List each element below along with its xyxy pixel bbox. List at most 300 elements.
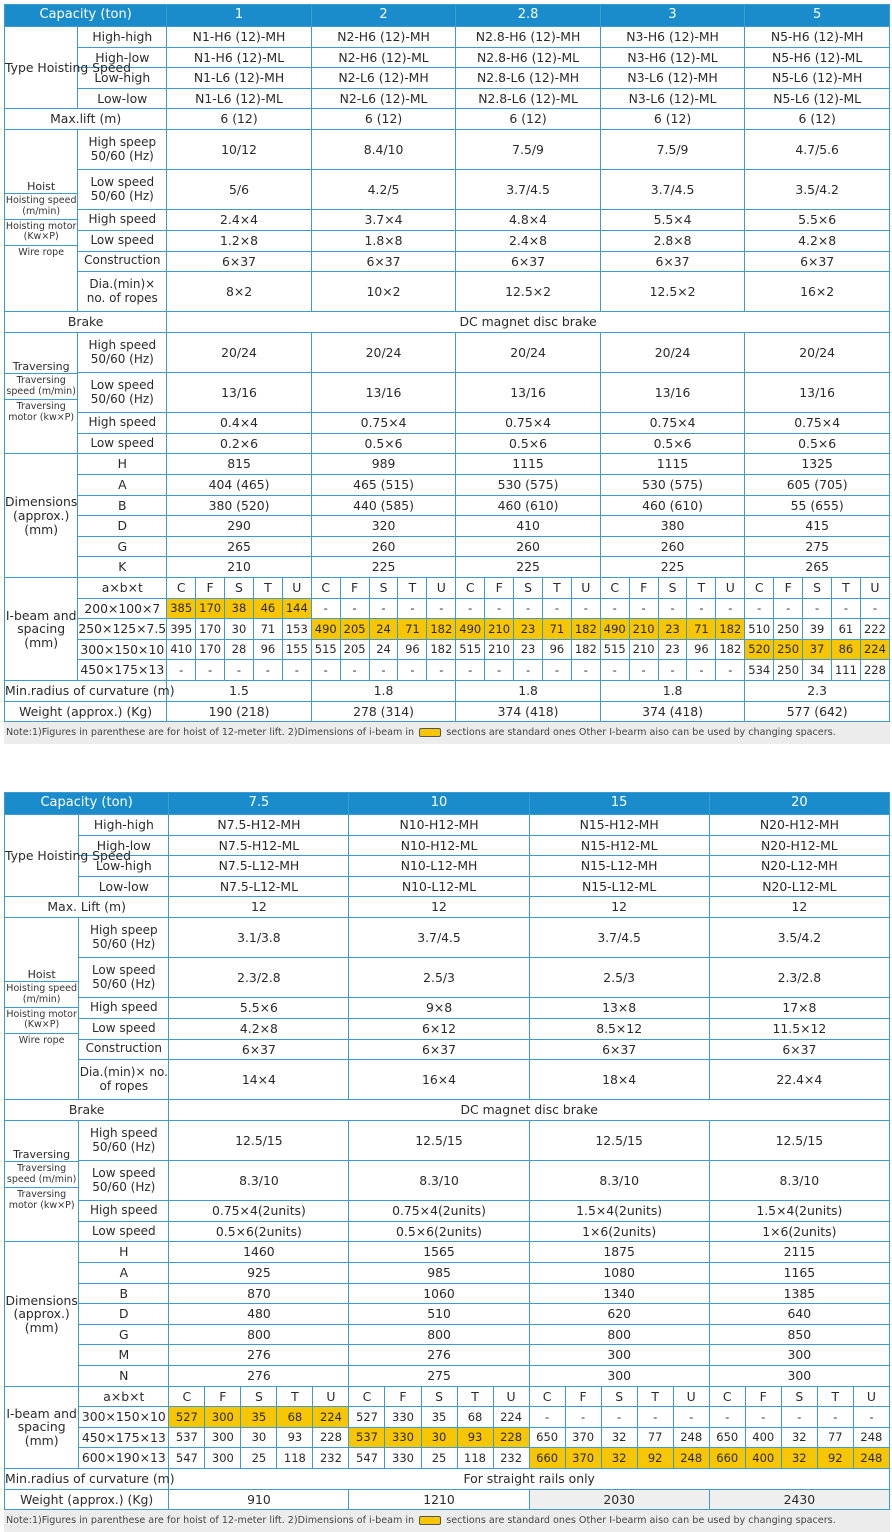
spec-value: 7.5/9 [456, 129, 601, 169]
spec-value: 6×37 [349, 1039, 529, 1060]
ibeam-value: - [781, 1407, 817, 1428]
label-cell [78, 230, 167, 251]
ibeam-col-header: F [485, 578, 514, 599]
ibeam-value: 35 [421, 1407, 457, 1428]
ibeam-value: 537 [169, 1427, 205, 1448]
ibeam-row [5, 660, 890, 681]
dimension-value: 800 [529, 1324, 709, 1345]
type-speed-label: High-low [78, 47, 167, 68]
section-title: Traversing [13, 1148, 71, 1162]
ibeam-value: - [514, 598, 543, 619]
ibeam-value: - [571, 660, 600, 681]
spec-value: 9×8 [349, 998, 529, 1019]
model-code: N5-L6 (12)-MH [745, 68, 890, 89]
ibeam-col-header: T [831, 578, 860, 599]
ibeam-col-header: T [277, 1386, 313, 1407]
ibeam-value: - [637, 1407, 673, 1428]
dimension-value: 265 [167, 536, 312, 557]
dimension-value: 225 [456, 557, 601, 578]
ibeam-value: - [542, 598, 571, 619]
min-radius-value: 1.8 [456, 681, 601, 702]
dimension-value: 640 [709, 1304, 889, 1325]
ibeam-value: 23 [514, 619, 543, 640]
spec-value: 0.5×6(2units) [169, 1221, 349, 1242]
spec-value: 8.3/10 [529, 1161, 709, 1201]
traversing-tm_high-row [5, 413, 890, 434]
ibeam-col-header: C [311, 578, 340, 599]
ibeam-value: - [658, 598, 687, 619]
max-lift-value: 12 [529, 897, 709, 918]
spec-table-2 [4, 792, 890, 1510]
max-lift-value: 6 (12) [600, 109, 745, 130]
dimension-value: 265 [745, 557, 890, 578]
dimension-value: 300 [529, 1366, 709, 1387]
sub-label: Dia.(min)× no. of ropes [86, 276, 158, 305]
ibeam-value: - [860, 598, 889, 619]
ibeam-value: 71 [687, 619, 716, 640]
ibeam-value: 515 [311, 639, 340, 660]
spec-value: 1×6(2units) [529, 1221, 709, 1242]
ibeam-row [5, 1427, 890, 1448]
spec-value: 0.75×4 [311, 413, 456, 434]
type-row [5, 835, 890, 856]
ibeam-value: 96 [253, 639, 282, 660]
dimension-key: B [79, 1283, 169, 1304]
ibeam-value: 232 [313, 1448, 349, 1469]
ibeam-value: 228 [313, 1427, 349, 1448]
ibeam-row [5, 1448, 890, 1469]
model-code: N7.5-L12-ML [169, 876, 349, 897]
spec-value: 6×37 [167, 251, 312, 272]
ibeam-col-header: T [637, 1386, 673, 1407]
ibeam-value: - [600, 660, 629, 681]
model-code: N10-L12-ML [349, 876, 529, 897]
ibeam-col-header: S [514, 578, 543, 599]
group-label: Hoisting speed (m/min) [5, 981, 78, 1007]
ibeam-axbxt-label: a×b×t [79, 1386, 169, 1407]
ibeam-col-header: U [493, 1386, 529, 1407]
note-suffix: sections are standard ones Other I-bearm aiso can be used by changing spacers. [446, 727, 836, 739]
model-code: N5-L6 (12)-ML [745, 88, 890, 109]
spec-value: 2.5/3 [349, 958, 529, 998]
model-code: N2.8-L6 (12)-ML [456, 88, 601, 109]
spec-value: 0.5×6 [456, 433, 601, 454]
spec-value: 11.5×12 [709, 1018, 889, 1039]
group-label: Hoisting motor (Kw×P) [5, 1007, 78, 1033]
type-label: Type Hoisting Speed [5, 27, 78, 109]
min-radius-label: Min.radius of curvature (m) [5, 681, 167, 702]
ibeam-col-header: C [456, 578, 485, 599]
spec-value: 10×2 [311, 272, 456, 312]
ibeam-value: 650 [529, 1427, 565, 1448]
weight-row [5, 1489, 890, 1510]
ibeam-value: - [716, 598, 745, 619]
ibeam-col-header: T [687, 578, 716, 599]
dimension-value: 260 [311, 536, 456, 557]
min-radius-value: 1.5 [167, 681, 312, 702]
spec-value: 20/24 [745, 332, 890, 372]
spec-value: 13/16 [167, 373, 312, 413]
spec-value: 2.4×4 [167, 210, 312, 231]
ibeam-col-header: U [282, 578, 311, 599]
ibeam-value: 170 [196, 598, 225, 619]
model-code: N10-L12-MH [349, 856, 529, 877]
dimension-row [5, 1366, 890, 1387]
type-row [5, 856, 890, 877]
min-radius-value: 1.8 [600, 681, 745, 702]
dimension-value: 620 [529, 1304, 709, 1325]
max-lift-value: 6 (12) [456, 109, 601, 130]
ibeam-col-header: S [803, 578, 832, 599]
spec-value: 6×37 [311, 251, 456, 272]
ibeam-value: 30 [225, 619, 254, 640]
ibeam-value: 86 [831, 639, 860, 660]
ibeam-col-header: F [385, 1386, 421, 1407]
ibeam-value: - [709, 1407, 745, 1428]
spec-value: 12.5×2 [456, 272, 601, 312]
dimension-row [5, 1324, 890, 1345]
model-code: N1-H6 (12)-MH [167, 27, 312, 48]
dimension-value: 985 [349, 1263, 529, 1284]
ibeam-value: 96 [398, 639, 427, 660]
ibeam-value: 527 [349, 1407, 385, 1428]
sub-label: Low speed [90, 232, 155, 247]
dimension-row [5, 475, 890, 496]
dimension-key: A [79, 1263, 169, 1284]
spec-value: 8.3/10 [169, 1161, 349, 1201]
dimension-value: 1875 [529, 1242, 709, 1263]
dimension-value: 440 (585) [311, 495, 456, 516]
dimension-value: 275 [349, 1366, 529, 1387]
spec-value: 4.2×8 [745, 230, 890, 251]
model-code: N3-L6 (12)-ML [600, 88, 745, 109]
ibeam-value: 410 [167, 639, 196, 660]
ibeam-value: 248 [853, 1448, 889, 1469]
hoist-hs_low-row [5, 170, 890, 210]
ibeam-value: 210 [485, 619, 514, 640]
ibeam-col-header: U [860, 578, 889, 599]
dimension-value: 1325 [745, 454, 890, 475]
dimension-row [5, 1263, 890, 1284]
traversing-label [5, 1120, 79, 1242]
ibeam-value: 515 [456, 639, 485, 660]
ibeam-value: 248 [853, 1427, 889, 1448]
ibeam-value: - [716, 660, 745, 681]
sub-label: Low speed [91, 1020, 156, 1035]
model-code: N2.8-L6 (12)-MH [456, 68, 601, 89]
ibeam-value: - [456, 660, 485, 681]
ibeam-value: 96 [542, 639, 571, 660]
ibeam-value: 32 [601, 1427, 637, 1448]
dimension-value: 300 [529, 1345, 709, 1366]
ibeam-value: 182 [716, 639, 745, 660]
dimension-value: 460 (610) [600, 495, 745, 516]
ibeam-value: - [745, 1407, 781, 1428]
hoist-hm_high-row [5, 998, 890, 1019]
spec-value: 4.8×4 [456, 210, 601, 231]
ibeam-value: 182 [571, 639, 600, 660]
spec-value: 13/16 [745, 373, 890, 413]
dimension-row [5, 536, 890, 557]
label-cell [79, 1161, 169, 1201]
ibeam-value: - [456, 598, 485, 619]
spec-value: 5.5×4 [600, 210, 745, 231]
spec-value: 1×6(2units) [709, 1221, 889, 1242]
ibeam-value: 250 [774, 639, 803, 660]
spec-value: 12.5/15 [349, 1120, 529, 1160]
ibeam-value: 370 [565, 1448, 601, 1469]
model-code: N20-L12-MH [709, 856, 889, 877]
type-speed-label: Low-high [78, 68, 167, 89]
max-lift-value: 12 [709, 897, 889, 918]
label-cell [78, 332, 167, 372]
traversing-ts_high-row [5, 1120, 890, 1160]
spec-value: 2.3/2.8 [709, 958, 889, 998]
ibeam-row [5, 619, 890, 640]
label-cell [79, 1060, 169, 1100]
ibeam-value: - [542, 660, 571, 681]
ibeam-value: 25 [421, 1448, 457, 1469]
max-lift-label: Max.lift (m) [5, 109, 167, 130]
sub-label: Low speed 50/60 (Hz) [91, 1165, 156, 1194]
ibeam-value: 61 [831, 619, 860, 640]
capacity-label: Capacity (ton) [5, 793, 169, 815]
ibeam-value: 182 [716, 619, 745, 640]
ibeam-col-header: U [673, 1386, 709, 1407]
model-code: N20-L12-ML [709, 876, 889, 897]
dimension-value: 380 [600, 516, 745, 537]
ibeam-value: 30 [421, 1427, 457, 1448]
label-cell [79, 1018, 169, 1039]
ibeam-value: 118 [457, 1448, 493, 1469]
ibeam-col-header: U [571, 578, 600, 599]
dimension-value: 460 (610) [456, 495, 601, 516]
weight-value: 1210 [349, 1489, 529, 1510]
ibeam-col-header: C [167, 578, 196, 599]
ibeam-value: 68 [277, 1407, 313, 1428]
ibeam-value: - [514, 660, 543, 681]
ibeam-value: - [529, 1407, 565, 1428]
model-code: N1-L6 (12)-MH [167, 68, 312, 89]
ibeam-size: 600×190×13 [79, 1448, 169, 1469]
dimension-value: 1165 [709, 1263, 889, 1284]
ibeam-value: - [774, 598, 803, 619]
sub-label: Low speed 50/60 (Hz) [90, 377, 155, 406]
ibeam-size: 300×150×10 [78, 639, 167, 660]
ibeam-row [5, 1407, 890, 1428]
spec-value: 0.5×6 [745, 433, 890, 454]
ibeam-value: 111 [831, 660, 860, 681]
spec-value: 14×4 [169, 1060, 349, 1100]
ibeam-value: - [427, 660, 456, 681]
sub-label: Construction [84, 253, 161, 268]
dimension-value: 870 [169, 1283, 349, 1304]
weight-value: 2430 [709, 1489, 889, 1510]
spec-value: 0.75×4 [745, 413, 890, 434]
group-label: Traversing speed (m/min) [5, 1161, 78, 1187]
ibeam-value: 68 [457, 1407, 493, 1428]
ibeam-value: 25 [241, 1448, 277, 1469]
spec-value: 16×2 [745, 272, 890, 312]
type-speed-label: High-low [79, 835, 169, 856]
model-code: N2-H6 (12)-ML [311, 47, 456, 68]
model-code: N3-L6 (12)-MH [600, 68, 745, 89]
spec-value: 4.2/5 [311, 170, 456, 210]
ibeam-value: - [601, 1407, 637, 1428]
model-code: N20-H12-MH [709, 815, 889, 836]
dimension-value: 800 [169, 1324, 349, 1345]
ibeam-value: 510 [745, 619, 774, 640]
ibeam-value: 547 [349, 1448, 385, 1469]
dimensions-label: Dimensions (approx.)(mm) [5, 1242, 79, 1386]
dimension-value: 989 [311, 454, 456, 475]
ibeam-value: 547 [169, 1448, 205, 1469]
model-code: N2-L6 (12)-ML [311, 88, 456, 109]
capacity-value: 2.8 [456, 5, 601, 27]
min-radius-value: 2.3 [745, 681, 890, 702]
label-cell [79, 917, 169, 957]
dimension-value: 415 [745, 516, 890, 537]
dimension-value: 210 [167, 557, 312, 578]
ibeam-value: 330 [385, 1407, 421, 1428]
spec-value: 18×4 [529, 1060, 709, 1100]
weight-value: 278 (314) [311, 701, 456, 722]
ibeam-value: 32 [781, 1427, 817, 1448]
dimension-value: 225 [311, 557, 456, 578]
dimension-value: 380 (520) [167, 495, 312, 516]
spec-value: 0.4×4 [167, 413, 312, 434]
dimension-row [5, 516, 890, 537]
capacity-value: 7.5 [169, 793, 349, 815]
max-lift-row [5, 897, 890, 918]
spec-value: 3.5/4.2 [709, 917, 889, 957]
weight-value: 910 [169, 1489, 349, 1510]
ibeam-value: 330 [385, 1448, 421, 1469]
hoist-hs_high-row [5, 129, 890, 169]
dimension-key: G [78, 536, 167, 557]
ibeam-value: 222 [860, 619, 889, 640]
ibeam-value: 170 [196, 639, 225, 660]
note-prefix: Note:1)Figures in parenthese are for hoist of 12-meter lift. 2)Dimensions of i-beam in [6, 727, 415, 739]
model-code: N7.5-H12-ML [169, 835, 349, 856]
ibeam-value: 527 [169, 1407, 205, 1428]
min-radius-value: 1.8 [311, 681, 456, 702]
group-label: Traversing motor (kw×P) [5, 1187, 78, 1213]
ibeam-col-header: T [817, 1386, 853, 1407]
spec-value: 10/12 [167, 129, 312, 169]
model-code: N1-L6 (12)-ML [167, 88, 312, 109]
ibeam-col-header: C [600, 578, 629, 599]
capacity-header-row [5, 793, 890, 815]
dimension-row [5, 557, 890, 578]
ibeam-col-header: S [225, 578, 254, 599]
ibeam-value: 32 [781, 1448, 817, 1469]
label-cell [79, 1221, 169, 1242]
section-title: Traversing [12, 360, 70, 374]
note-suffix: sections are standard ones Other I-bearm aiso can be used by changing spacers. [446, 1515, 836, 1527]
ibeam-col-header: T [398, 578, 427, 599]
ibeam-value: - [658, 660, 687, 681]
traversing-label [5, 332, 78, 454]
ibeam-value: - [687, 598, 716, 619]
max-lift-row [5, 109, 890, 130]
dimension-key: H [78, 454, 167, 475]
dimension-value: 300 [709, 1345, 889, 1366]
ibeam-value: 24 [369, 639, 398, 660]
min-radius-value: For straight rails only [169, 1469, 890, 1490]
dimension-key: M [79, 1345, 169, 1366]
ibeam-value: - [311, 598, 340, 619]
sub-label: High speed 50/60 (Hz) [89, 1125, 158, 1154]
spec-value: 12.5×2 [600, 272, 745, 312]
spec-value: 5.5×6 [745, 210, 890, 231]
dimension-value: 1565 [349, 1242, 529, 1263]
ibeam-value: - [340, 598, 369, 619]
dimension-key: H [79, 1242, 169, 1263]
traversing-tm_low-row [5, 433, 890, 454]
ibeam-value: 660 [709, 1448, 745, 1469]
dimension-key: D [79, 1304, 169, 1325]
model-code: N10-H12-MH [349, 815, 529, 836]
label-cell [79, 1039, 169, 1060]
label-cell [78, 210, 167, 231]
ibeam-value: 660 [529, 1448, 565, 1469]
spec-table-1 [4, 4, 890, 722]
dimension-value: 320 [311, 516, 456, 537]
ibeam-value: 23 [514, 639, 543, 660]
dimension-value: 925 [169, 1263, 349, 1284]
capacity-value: 15 [529, 793, 709, 815]
dimensions-label: Dimensions (approx.)(mm) [5, 454, 78, 578]
ibeam-value: - [673, 1407, 709, 1428]
spec-value: 2.3/2.8 [169, 958, 349, 998]
max-lift-value: 6 (12) [745, 109, 890, 130]
hoist-dia-row [5, 272, 890, 312]
brake-row [5, 312, 890, 333]
ibeam-value: 520 [745, 639, 774, 660]
label-cell [79, 1120, 169, 1160]
ibeam-value: - [253, 660, 282, 681]
spec-value: 3.7/4.5 [349, 917, 529, 957]
group-label: Traversing motor (kw×P) [5, 399, 77, 425]
hoist-hm_low-row [5, 230, 890, 251]
spec-value: 8.5×12 [529, 1018, 709, 1039]
dimension-value: 1340 [529, 1283, 709, 1304]
ibeam-value: 32 [601, 1448, 637, 1469]
sub-label: High speep 50/60 (Hz) [88, 134, 157, 163]
ibeam-col-header: F [340, 578, 369, 599]
model-code: N15-H12-ML [529, 835, 709, 856]
dimension-value: 290 [167, 516, 312, 537]
spec-value: 5/6 [167, 170, 312, 210]
ibeam-value: 224 [493, 1407, 529, 1428]
ibeam-col-header: U [313, 1386, 349, 1407]
ibeam-value: 182 [427, 639, 456, 660]
spec-value: 13×8 [529, 998, 709, 1019]
hoist-hm_high-row [5, 210, 890, 231]
hoist-construction-row [5, 1039, 890, 1060]
sub-label: High speed [88, 212, 157, 227]
table-note [4, 722, 890, 744]
ibeam-value: 250 [774, 619, 803, 640]
ibeam-col-header: F [565, 1386, 601, 1407]
sub-label: Low speed [90, 435, 155, 450]
ibeam-value: 224 [860, 639, 889, 660]
sub-label: High speed [88, 415, 157, 430]
ibeam-value: 37 [803, 639, 832, 660]
spec-value: 20/24 [167, 332, 312, 372]
ibeam-value: - [853, 1407, 889, 1428]
